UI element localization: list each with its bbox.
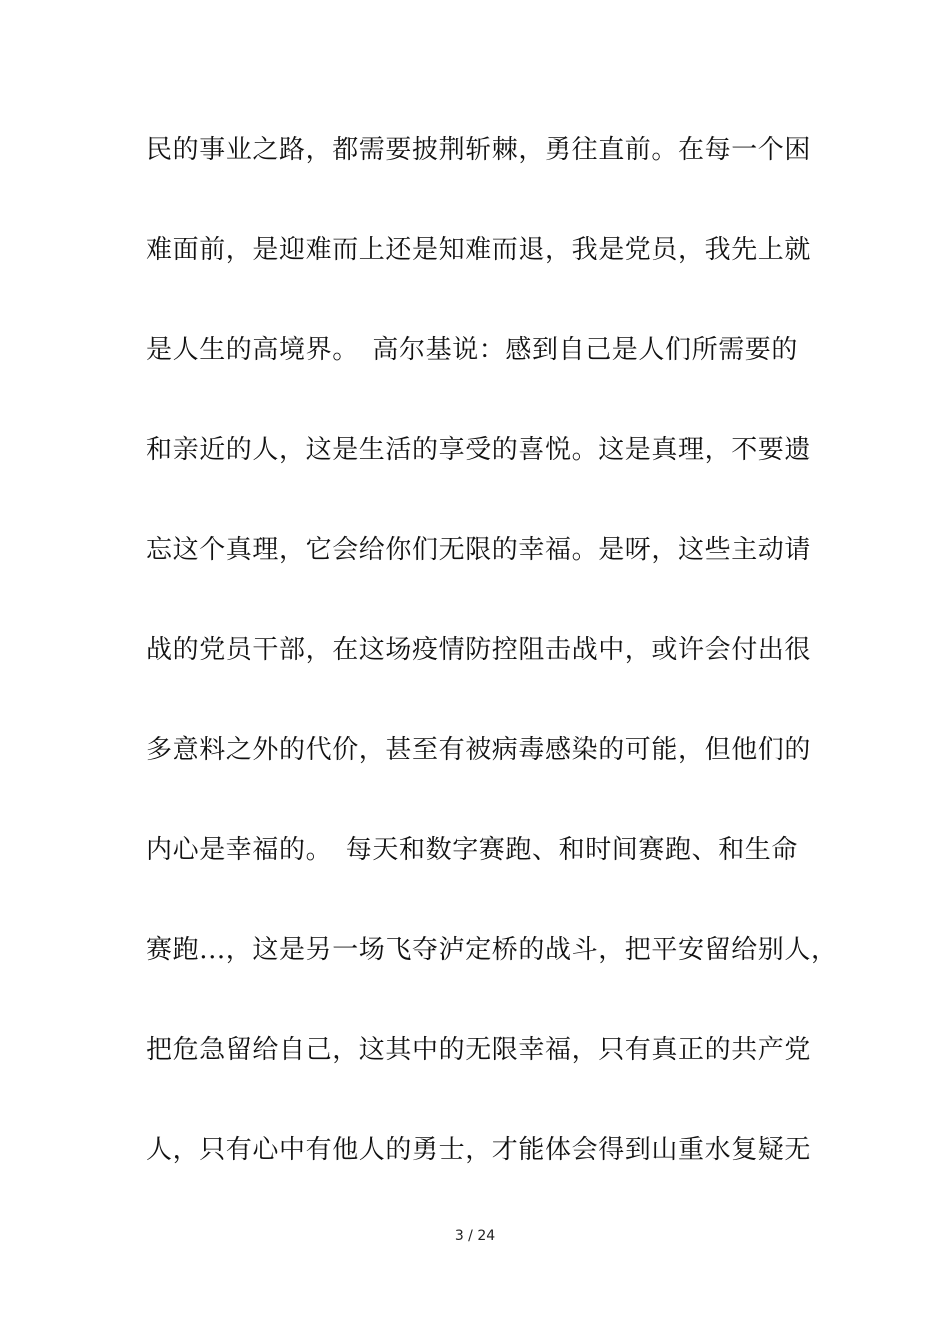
text-line: 赛跑...，这是另一场飞夺泸定桥的战斗，把平安留给别人，: [146, 935, 838, 965]
text-line: 难面前，是迎难而上还是知难而退，我是党员，我先上就: [146, 235, 812, 265]
text-line: 民的事业之路，都需要披荆斩棘，勇往直前。在每一个困: [146, 135, 812, 165]
text-line: 和亲近的人，这是生活的享受的喜悦。这是真理，不要遗: [146, 435, 812, 465]
text-line: 多意料之外的代价，甚至有被病毒感染的可能，但他们的: [146, 735, 812, 765]
text-line: 内心是幸福的。 每天和数字赛跑、和时间赛跑、和生命: [146, 835, 799, 865]
page-number: 3 / 24: [454, 1228, 496, 1244]
body-text: [146, 128, 838, 1228]
text-line: 战的党员干部，在这场疫情防控阻击战中，或许会付出很: [146, 635, 812, 665]
text-line: 忘这个真理，它会给你们无限的幸福。是呀，这些主动请: [146, 535, 812, 565]
text-line: 是人生的高境界。 高尔基说：感到自己是人们所需要的: [146, 335, 799, 365]
text-line: 人，只有心中有他人的勇士，才能体会得到山重水复疑无: [146, 1135, 812, 1165]
text-line: 把危急留给自己，这其中的无限幸福，只有真正的共产党: [146, 1035, 812, 1065]
